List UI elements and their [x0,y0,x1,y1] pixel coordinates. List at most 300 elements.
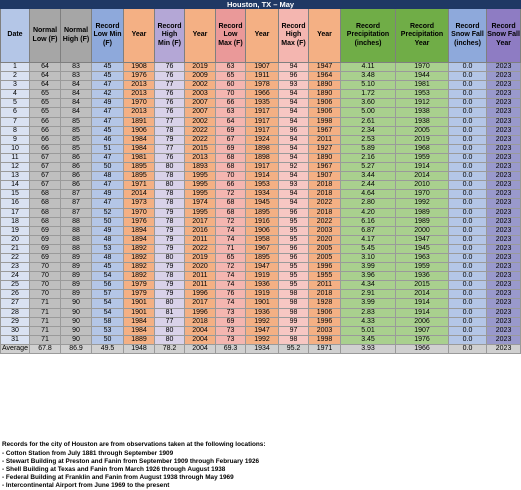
cell-record-high-max: 95 [279,263,309,272]
cell-record-snow-fall-year: 2023 [487,217,521,226]
cell-year-4: 1947 [309,63,341,72]
cell-record-precipitation: 3.93 [341,344,396,353]
cell-record-precipitation-year: 1936 [396,272,449,281]
note-line-2: - Stewart Building at Preston and Fanin from September 1909 through February 1926 [2,458,260,465]
cell-year-4: 2022 [309,217,341,226]
cell-record-snow-fall-year: 2023 [487,290,521,299]
cell-record-low-min: 49 [92,190,124,199]
cell-record-high-min: 80 [155,326,185,335]
cell-record-precipitation: 5.00 [341,108,396,117]
cell-record-high-min: 76 [155,72,185,81]
cell-year-4: 2011 [309,135,341,144]
header-record-high-max: Record High Max (F) [279,9,309,63]
cell-year-1: 1892 [124,272,155,281]
cell-record-precipitation-year: 2019 [396,135,449,144]
cell-record-high-max: 99 [279,317,309,326]
cell-record-high-min: 81 [155,308,185,317]
cell-record-snow-fall-year: 2023 [487,163,521,172]
cell-record-snow-fall: 0.0 [449,117,487,126]
cell-year-2: 2016 [185,226,216,235]
cell-record-high-min: 76 [155,99,185,108]
cell-normal-high: 88 [61,226,92,235]
cell-date: 9 [1,135,30,144]
cell-record-precipitation-year: 2010 [396,181,449,190]
cell-record-high-min: 80 [155,335,185,344]
cell-record-precipitation: 4.11 [341,63,396,72]
location-notes [2,441,508,490]
cell-record-precipitation-year: 1947 [396,235,449,244]
cell-date: Average [2,344,28,352]
cell-record-precipitation-year: 1953 [396,90,449,99]
cell-normal-low: 68 [30,190,61,199]
cell-record-low-min: 45 [92,263,124,272]
cell-record-low-max: 72 [216,263,246,272]
cell-year-4: 2018 [309,190,341,199]
table-row [1,272,521,281]
cell-record-low-min: 54 [92,272,124,281]
table-row [1,99,521,108]
cell-normal-low: 70 [30,290,61,299]
cell-record-precipitation: 5.01 [341,326,396,335]
cell-record-precipitation: 4.17 [341,235,396,244]
cell-record-snow-fall: 0.0 [449,226,487,235]
cell-year-3: 1919 [246,290,279,299]
cell-record-precipitation-year: 2000 [396,226,449,235]
cell-record-precipitation-year: 1989 [396,208,449,217]
cell-record-low-min: 50 [92,335,124,344]
cell-year-3: 1895 [246,208,279,217]
cell-record-low-max: 71 [216,244,246,253]
cell-record-high-min: 80 [155,163,185,172]
cell-record-snow-fall-year: 2023 [487,153,521,162]
table-row [1,326,521,335]
table-row [1,199,521,208]
cell-record-snow-fall-year: 2023 [487,272,521,281]
cell-year-1: 1892 [124,253,155,262]
cell-date: 28 [1,308,30,317]
cell-record-snow-fall: 0.0 [449,272,487,281]
cell-normal-low: 70 [30,272,61,281]
cell-record-high-min: 78 [155,217,185,226]
cell-record-snow-fall-year: 2023 [487,226,521,235]
table-row [1,317,521,326]
cell-normal-low: 68 [30,217,61,226]
cell-date: 26 [1,290,30,299]
cell-year-1: 1976 [124,72,155,81]
cell-record-snow-fall-year: 2023 [487,108,521,117]
cell-record-precipitation: 6.16 [341,217,396,226]
cell-normal-low: 66 [30,117,61,126]
cell-record-high-max: 94 [279,172,309,181]
cell-date: 4 [1,90,30,99]
cell-record-high-max: 98 [279,308,309,317]
cell-normal-low: 64 [30,63,61,72]
cell-year-2: 2011 [185,235,216,244]
cell-normal-low: 69 [30,244,61,253]
cell-year-4: 2018 [309,181,341,190]
cell-record-high-min: 76 [155,153,185,162]
cell-record-snow-fall-year: 2023 [487,135,521,144]
cell-date: 10 [1,144,30,153]
cell-record-snow-fall-year: 2023 [487,263,521,272]
cell-record-precipitation-year: 2014 [396,172,449,181]
cell-year-2: 2015 [185,144,216,153]
cell-year-3: 1966 [246,90,279,99]
cell-record-snow-fall: 0.0 [449,244,487,253]
table-row [1,153,521,162]
cell-year-2: 2017 [185,217,216,226]
cell-record-precipitation: 2.16 [341,153,396,162]
table-row [1,281,521,290]
cell-record-high-min: 80 [155,253,185,262]
cell-normal-high: 89 [61,263,92,272]
cell-year-3: 1934 [246,190,279,199]
cell-year-1: 1979 [124,281,155,290]
cell-record-snow-fall: 0.0 [449,235,487,244]
cell-date: 2 [1,72,30,81]
table-row [1,117,521,126]
header-record-low-max: Record Low Max (F) [216,9,246,63]
cell-record-low-max: 76 [216,290,246,299]
cell-year-3: 1934 [246,344,279,353]
cell-year-4: 1906 [309,308,341,317]
cell-record-low-min: 49.5 [92,344,124,353]
table-row [1,244,521,253]
cell-normal-high: 89 [61,253,92,262]
cell-record-precipitation-year: 1944 [396,72,449,81]
cell-record-low-min: 54 [92,308,124,317]
cell-year-4: 1928 [309,299,341,308]
cell-record-low-max: 74 [216,226,246,235]
cell-year-4: 2005 [309,244,341,253]
cell-year-4: 1967 [309,163,341,172]
cell-normal-high: 84 [61,99,92,108]
note-line-3: - Shell Building at Texas and Fanin from March 1926 through August 1938 [2,466,226,473]
cell-record-low-max: 70 [216,172,246,181]
cell-normal-high: 87 [61,199,92,208]
cell-normal-high: 90 [61,317,92,326]
cell-normal-low: 71 [30,326,61,335]
cell-record-precipitation-year: 1992 [396,199,449,208]
cell-date: 22 [1,253,30,262]
cell-record-snow-fall-year: 2023 [487,72,521,81]
cell-record-high-max: 95 [279,235,309,244]
cell-record-snow-fall-year: 2023 [487,317,521,326]
cell-record-high-min: 79 [155,226,185,235]
cell-normal-low: 67 [30,181,61,190]
cell-record-low-max: 60 [216,81,246,90]
cell-record-precipitation-year: 2006 [396,317,449,326]
cell-record-precipitation: 4.20 [341,208,396,217]
cell-year-2: 2002 [185,81,216,90]
cell-year-1: 1901 [124,308,155,317]
cell-year-3: 1901 [246,299,279,308]
cell-record-snow-fall: 0.0 [449,163,487,172]
cell-year-1: 1892 [124,263,155,272]
cell-record-snow-fall: 0.0 [449,290,487,299]
cell-record-high-min: 78 [155,272,185,281]
cell-record-precipitation-year: 1907 [396,326,449,335]
cell-year-2: 2022 [185,126,216,135]
cell-record-precipitation: 3.60 [341,99,396,108]
cell-year-2: 2003 [185,90,216,99]
cell-record-high-max: 94 [279,117,309,126]
cell-record-high-min: 79 [155,235,185,244]
cell-year-1: 1984 [124,144,155,153]
cell-record-low-max: 74 [216,299,246,308]
cell-year-2: 2022 [185,244,216,253]
cell-record-snow-fall-year: 2023 [487,299,521,308]
cell-record-high-min: 80 [155,299,185,308]
cell-normal-high: 88 [61,235,92,244]
cell-date: 13 [1,172,30,181]
cell-record-precipitation: 3.99 [341,263,396,272]
cell-year-1: 1892 [124,244,155,253]
header-record-high-min: Record High Min (F) [155,9,185,63]
cell-record-snow-fall: 0.0 [449,63,487,72]
cell-record-low-max: 74 [216,272,246,281]
table-row [1,263,521,272]
cell-record-snow-fall-year: 2023 [487,190,521,199]
cell-date: 12 [1,163,30,172]
cell-record-precipitation: 2.44 [341,181,396,190]
cell-record-high-min: 76 [155,108,185,117]
table-row [1,290,521,299]
cell-record-high-min: 78 [155,199,185,208]
cell-normal-high: 89 [61,272,92,281]
cell-normal-low: 71 [30,308,61,317]
cell-record-precipitation: 5.27 [341,163,396,172]
table-row [1,217,521,226]
cell-record-precipitation-year: 1989 [396,217,449,226]
cell-normal-high: 83 [61,72,92,81]
cell-record-precipitation-year: 2014 [396,290,449,299]
cell-year-1: 1976 [124,217,155,226]
cell-year-4: 1927 [309,144,341,153]
cell-normal-low: 64 [30,72,61,81]
cell-year-2: 2007 [185,99,216,108]
cell-normal-low: 67 [30,163,61,172]
cell-normal-high: 86 [61,153,92,162]
cell-year-3: 1978 [246,81,279,90]
header-record-precipitation-year: Record Precipitation Year [396,9,449,63]
cell-year-4: 1907 [309,172,341,181]
cell-record-snow-fall: 0.0 [449,308,487,317]
cell-year-1: 1970 [124,208,155,217]
cell-year-1: 1984 [124,135,155,144]
cell-record-precipitation: 5.89 [341,144,396,153]
cell-year-4: 1998 [309,117,341,126]
cell-record-high-max: 95 [279,281,309,290]
cell-date: 20 [1,235,30,244]
cell-year-2: 2017 [185,299,216,308]
cell-date: 17 [1,208,30,217]
cell-date: 27 [1,299,30,308]
note-line-5: - Intercontinental Airport from June 1969 to the present [2,482,170,489]
cell-year-1: 2013 [124,90,155,99]
cell-normal-low: 70 [30,263,61,272]
cell-year-1: 1894 [124,226,155,235]
header-year-2: Year [185,9,216,63]
cell-record-snow-fall-year: 2023 [487,335,521,344]
cell-normal-high: 86 [61,181,92,190]
cell-year-3: 1935 [246,99,279,108]
cell-record-high-min: 79 [155,281,185,290]
cell-record-snow-fall: 0.0 [449,108,487,117]
cell-record-high-max: 95 [279,226,309,235]
table-row [1,235,521,244]
cell-record-high-max: 95 [279,217,309,226]
cell-record-high-max: 92 [279,163,309,172]
table-row [1,181,521,190]
cell-record-high-min: 77 [155,117,185,126]
cell-normal-low: 65 [30,99,61,108]
cell-record-precipitation-year: 1968 [396,144,449,153]
cell-year-1: 1895 [124,172,155,181]
cell-date: 6 [1,108,30,117]
cell-record-precipitation-year: 1959 [396,153,449,162]
cell-year-2: 2022 [185,135,216,144]
cell-record-low-max: 69 [216,144,246,153]
cell-year-4: 2018 [309,208,341,217]
cell-record-high-min: 79 [155,244,185,253]
cell-record-high-max: 97 [279,326,309,335]
cell-record-snow-fall: 0.0 [449,199,487,208]
cell-record-low-max: 69 [216,317,246,326]
cell-record-high-min: 76 [155,63,185,72]
cell-record-precipitation-year: 1914 [396,163,449,172]
cell-year-4: 1998 [309,335,341,344]
cell-record-snow-fall-year: 2023 [487,244,521,253]
cell-year-4: 2020 [309,235,341,244]
cell-record-high-min: 77 [155,144,185,153]
cell-record-precipitation-year: 1959 [396,263,449,272]
cell-year-2: 1974 [185,199,216,208]
cell-record-precipitation-year: 2005 [396,126,449,135]
cell-record-precipitation: 4.34 [341,281,396,290]
cell-record-high-max: 94 [279,190,309,199]
cell-record-high-max: 94 [279,153,309,162]
cell-normal-low: 70 [30,281,61,290]
cell-record-snow-fall: 0.0 [449,281,487,290]
cell-record-low-min: 51 [92,144,124,153]
cell-year-3: 1967 [246,244,279,253]
cell-record-low-min: 49 [92,99,124,108]
table-row [1,226,521,235]
cell-year-2: 2011 [185,281,216,290]
cell-year-1: 2013 [124,108,155,117]
cell-year-3: 1917 [246,126,279,135]
cell-record-precipitation-year: 1938 [396,108,449,117]
table-row [1,108,521,117]
cell-record-low-min: 50 [92,217,124,226]
cell-record-low-max: 73 [216,326,246,335]
cell-normal-high: 87 [61,208,92,217]
cell-normal-low: 66 [30,144,61,153]
header-record-precipitation: Record Precipitation (inches) [341,9,396,63]
cell-record-precipitation-year: 1981 [396,81,449,90]
table-row [1,299,521,308]
cell-normal-low: 67.8 [30,344,61,353]
cell-record-low-min: 47 [92,199,124,208]
cell-record-low-min: 58 [92,317,124,326]
cell-normal-low: 71 [30,299,61,308]
cell-date: 23 [1,263,30,272]
cell-record-high-min: 79 [155,263,185,272]
cell-year-4: 2018 [309,290,341,299]
cell-record-low-min: 48 [92,253,124,262]
header-year-4: Year [309,9,341,63]
note-line-1: - Cotton Station from July 1881 through September 1909 [2,450,174,457]
cell-record-high-min: 79 [155,208,185,217]
cell-record-snow-fall-year: 2023 [487,281,521,290]
cell-year-2: 1996 [185,290,216,299]
table-row [1,190,521,199]
cell-date: 29 [1,317,30,326]
cell-year-4: 1996 [309,263,341,272]
header-record-low-min: Record Low Min (F) [92,9,124,63]
cell-year-4: 1906 [309,99,341,108]
cell-year-3: 1936 [246,308,279,317]
cell-record-precipitation-year: 1966 [396,344,449,353]
cell-year-4: 2005 [309,253,341,262]
cell-year-2: 2018 [185,317,216,326]
cell-year-3: 1947 [246,263,279,272]
cell-year-3: 1914 [246,172,279,181]
cell-year-2: 2013 [185,153,216,162]
cell-year-1: 1948 [124,344,155,353]
cell-record-precipitation-year: 1914 [396,299,449,308]
cell-year-4: 1955 [309,272,341,281]
cell-year-2: 2020 [185,263,216,272]
cell-record-low-min: 48 [92,235,124,244]
cell-record-precipitation-year: 1976 [396,335,449,344]
cell-date: 1 [1,63,30,72]
header-row [1,9,521,63]
cell-record-snow-fall-year: 2023 [487,253,521,262]
cell-year-2: 2004 [185,344,216,353]
cell-record-high-min: 79 [155,135,185,144]
cell-year-3: 1917 [246,117,279,126]
cell-record-snow-fall: 0.0 [449,153,487,162]
cell-normal-low: 67 [30,172,61,181]
cell-year-3: 1947 [246,326,279,335]
cell-date: 11 [1,153,30,162]
cell-record-low-min: 56 [92,281,124,290]
table-row [1,253,521,262]
cell-record-snow-fall: 0.0 [449,335,487,344]
cell-record-precipitation: 2.34 [341,126,396,135]
cell-year-2: 1995 [185,190,216,199]
cell-record-low-max: 68 [216,163,246,172]
cell-record-low-max: 73 [216,308,246,317]
cell-record-precipitation: 4.33 [341,317,396,326]
cell-year-2: 2007 [185,108,216,117]
cell-record-high-max: 98 [279,335,309,344]
cell-record-precipitation: 3.10 [341,253,396,262]
cell-record-precipitation: 3.45 [341,335,396,344]
cell-year-3: 1924 [246,135,279,144]
cell-record-low-max: 69 [216,126,246,135]
cell-record-snow-fall-year: 2023 [487,81,521,90]
cell-normal-low: 66 [30,126,61,135]
cell-date: 25 [1,281,30,290]
cell-record-snow-fall: 0.0 [449,126,487,135]
cell-year-1: 1894 [124,235,155,244]
cell-record-precipitation: 2.80 [341,199,396,208]
cell-year-3: 1945 [246,199,279,208]
cell-year-2: 2002 [185,117,216,126]
